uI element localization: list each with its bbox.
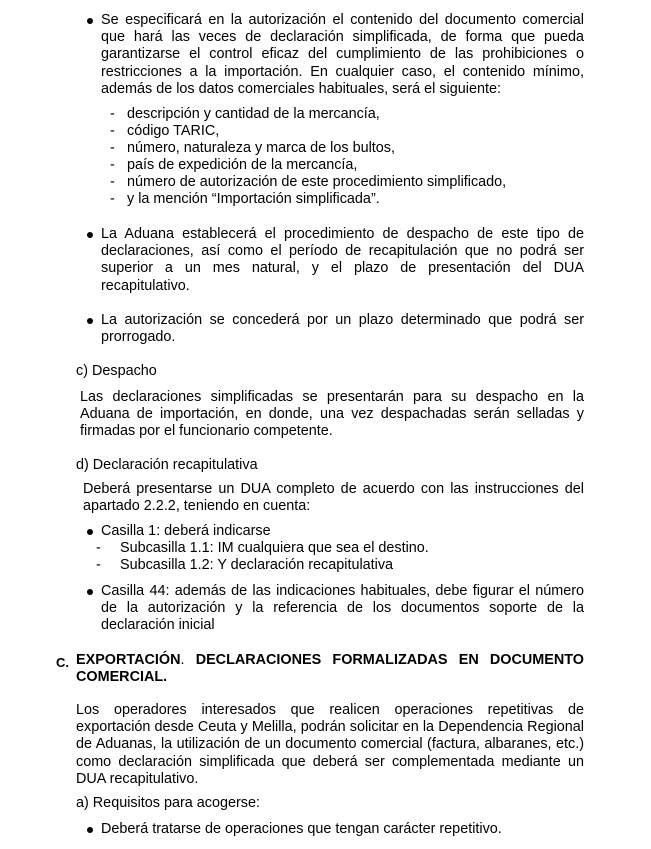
subsection-heading-despacho: c) Despacho xyxy=(76,363,157,379)
dash-marker: - xyxy=(110,157,115,173)
section-title xyxy=(76,652,584,686)
dash-marker: - xyxy=(110,191,115,207)
dash-item: número, naturaleza y marca de los bultos, xyxy=(127,140,395,156)
dash-marker: - xyxy=(110,123,115,139)
bullet-marker xyxy=(87,827,93,833)
dash-item: número de autorización de este procedimiento simplificado, xyxy=(127,174,507,190)
paragraph-despacho: Las declaraciones simplificadas se presentarán para su despacho en la Aduana de importación, en donde, una vez despachadas serán selladas y firmadas por el funcionario competente. xyxy=(80,389,584,440)
bullet-item-casilla-44: Casilla 44: además de las indicaciones habituales, debe figurar el número de la autorización y la referencia de los documentos soporte de la declaración inicial xyxy=(101,583,584,634)
bullet-marker xyxy=(87,232,93,238)
dash-marker: - xyxy=(110,140,115,156)
bullet-marker xyxy=(87,529,93,535)
bullet-item-plazo-autorizacion: La autorización se concederá por un plazo determinado que podrá ser prorrogado. xyxy=(101,312,584,346)
dash-marker: - xyxy=(110,174,115,190)
dash-marker: - xyxy=(96,557,101,573)
dash-item: descripción y cantidad de la mercancía, xyxy=(127,106,380,122)
section-title-part-a: EXPORTACIÓN xyxy=(76,652,181,668)
dash-marker: - xyxy=(96,540,101,556)
bullet-marker xyxy=(87,589,93,595)
section-label: C. xyxy=(56,655,69,670)
subsection-heading-requisitos: a) Requisitos para acogerse: xyxy=(76,795,260,811)
paragraph-exportacion: Los operadores interesados que realicen operaciones repetitivas de exportación desde Ceuta y Melilla, podrán solicitar en la Dependencia Regional de Aduanas, la utilización de un documento comercial (factura, albaranes, etc.) como declaración simplificada que deberá ser complementada mediante un DUA recapitulativo. xyxy=(76,702,584,787)
dash-item: código TARIC, xyxy=(127,123,220,139)
bullet-marker xyxy=(87,18,93,24)
section-title-separator: . xyxy=(180,652,185,668)
bullet-item-casilla-1: Casilla 1: deberá indicarse xyxy=(101,523,271,539)
bullet-item-procedimiento-despacho: La Aduana establecerá el procedimiento de despacho de este tipo de declaraciones, así como el período de recapitulación que no podrá ser superior a un mes natural, y el plazo de presentación del DUA recapitulativo. xyxy=(101,226,584,294)
bullet-item-operaciones-repetitivas: Deberá tratarse de operaciones que tengan carácter repetitivo. xyxy=(101,821,502,837)
dash-marker: - xyxy=(110,106,115,122)
section-title-part-b: DECLARACIONES FORMALIZADAS EN DOCUMENTO COMERCIAL. xyxy=(76,652,584,686)
dash-item: país de expedición de la mercancía, xyxy=(127,157,358,173)
bullet-item-contenido-documento: Se especificará en la autorización el contenido del documento comercial que hará las veces de declaración simplificada, de forma que pueda garantizarse el control eficaz del cumplimiento de las prohibiciones o restricciones a la importación. En cualquier caso, el contenido mínimo, además de los datos comerciales habituales, será el siguiente: xyxy=(101,12,584,97)
subcasilla-item: Subcasilla 1.2: Y declaración recapitulativa xyxy=(120,557,394,573)
bullet-marker xyxy=(87,318,93,324)
dash-item: y la mención “Importación simplificada”. xyxy=(127,191,380,207)
subsection-heading-recapitulativa: d) Declaración recapitulativa xyxy=(76,457,258,473)
subcasilla-item: Subcasilla 1.1: IM cualquiera que sea el destino. xyxy=(120,540,429,556)
paragraph-recapitulativa: Deberá presentarse un DUA completo de acuerdo con las instrucciones del apartado 2.2.2, teniendo en cuenta: xyxy=(83,481,584,515)
